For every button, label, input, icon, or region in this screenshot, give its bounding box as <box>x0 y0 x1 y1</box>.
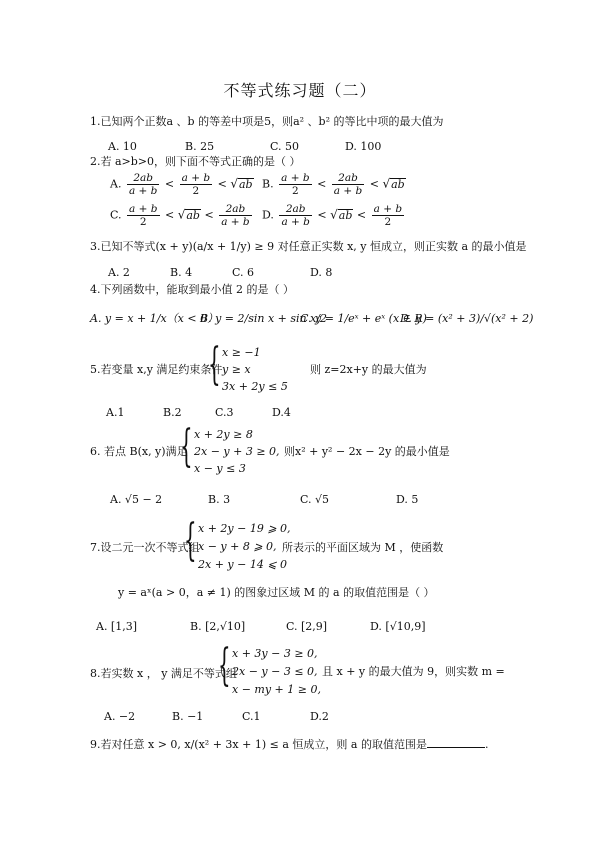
q1-option-d: D. 100 <box>345 140 382 153</box>
q8-option-a: A. −2 <box>104 710 136 723</box>
q7-option-c: C. [2,9] <box>286 620 328 633</box>
q4-option-a: A. y = x + 1/x（x < 0） <box>90 312 219 325</box>
q8-constraint-2: 2x − y − 3 ≤ 0, <box>232 665 318 678</box>
q7-option-a: A. [1,3] <box>96 620 138 633</box>
q8-constraint-3: x − my + 1 ≥ 0, <box>232 683 321 696</box>
q7-stem: 7.设二元一次不等式组 <box>90 541 200 554</box>
fraction: $\frac{2ab}{a + b}$ <box>333 172 363 197</box>
q3-option-a: A. 2 <box>108 266 130 279</box>
q5-tail: 则 z=2x+y 的最大值为 <box>310 363 427 376</box>
q5-option-c: C.3 <box>215 406 234 419</box>
q5-constraint-3: 3x + 2y ≤ 5 <box>222 380 288 393</box>
left-brace-icon: { <box>184 515 197 566</box>
q9-stem-text: 9.若对任意 x > 0, x/(x² + 3x + 1) ≤ a 恒成立，则 a 的取值范围是 <box>90 738 427 751</box>
q1-option-b: B. 25 <box>185 140 215 153</box>
q6-option-c: C. √5 <box>300 493 330 506</box>
q8-constraint-1: x + 3y − 3 ≥ 0, <box>232 647 318 660</box>
fraction: $\frac{a + b}{2}$ <box>181 172 211 197</box>
q6-option-a: A. √5 − 2 <box>110 493 163 506</box>
q3-option-b: B. 4 <box>170 266 193 279</box>
q4-option-c: C. y = 1/eˣ + eˣ (x ∈ R) <box>300 312 427 325</box>
q5-option-b: B.2 <box>163 406 182 419</box>
q8-option-b: B. −1 <box>172 710 204 723</box>
q7-constraint-2: x − y + 8 ⩾ 0, <box>198 540 277 553</box>
q5-constraint-2: y ≥ x <box>222 363 251 376</box>
fraction: $\frac{2ab}{a + b}$ <box>281 203 310 228</box>
fraction: $\frac{a + b}{2}$ <box>281 172 310 197</box>
q3-option-c: C. 6 <box>232 266 255 279</box>
q9-stem <box>90 738 488 752</box>
q8-option-d: D.2 <box>310 710 329 723</box>
q6-stem: 6. 若点 B(x, y)满足 <box>90 445 188 458</box>
q1-option-a: A. 10 <box>108 140 137 153</box>
q2-option-a-label: A. <box>110 177 122 191</box>
fraction: $\frac{2ab}{a + b}$ <box>128 172 158 197</box>
q5-option-d: D.4 <box>272 406 291 419</box>
q5-constraint-1: x ≥ −1 <box>222 346 261 359</box>
q6-option-d: D. 5 <box>396 493 419 506</box>
q8-stem: 8.若实数 x ， y 满足不等式组 <box>90 667 237 680</box>
q6-constraint-2: 2x − y + 3 ≥ 0, <box>194 445 280 458</box>
q7-line2: y = aˣ(a > 0，a ≠ 1) 的图象过区域 M 的 a 的取值范围是（ ） <box>118 586 435 599</box>
q2-option-d: D. $\frac{2ab}{a + b}$ < √ab < $\frac{a + b}{2}$ <box>262 203 403 228</box>
q5-option-a: A.1 <box>106 406 125 419</box>
page-title: 不等式练习题（二） <box>223 81 377 100</box>
q2-stem: 2.若 a>b>0，则下面不等式正确的是（ ） <box>90 155 301 168</box>
fraction: $\frac{a + b}{2}$ <box>129 203 158 228</box>
q3-option-d: D. 8 <box>310 266 333 279</box>
q6-tail: 则x² + y² − 2x − 2y 的最小值是 <box>284 445 450 458</box>
q2-option-a: A. $\frac{2ab}{a + b}$ < $\frac{a + b}{2}$ < √ab <box>110 172 253 197</box>
fraction: $\frac{a + b}{2}$ <box>373 203 403 228</box>
q2-option-b-label: B. <box>262 177 274 191</box>
q6-constraint-1: x + 2y ≥ 8 <box>194 428 253 441</box>
q6-constraint-3: x − y ≤ 3 <box>194 462 246 475</box>
q1-option-c: C. 50 <box>270 140 300 153</box>
q8-tail: 且 x + y 的最大值为 9，则实数 m = <box>322 665 505 678</box>
q5-stem: 5.若变量 x,y 满足约束条件 <box>90 363 223 376</box>
q6-option-b: B. 3 <box>208 493 231 506</box>
left-brace-icon: { <box>218 640 231 691</box>
q2-option-c: C. $\frac{a + b}{2}$ < √ab < $\frac{2ab}{a + b}$ <box>110 203 250 228</box>
q7-option-b: B. [2,√10] <box>190 620 246 633</box>
q7-tail: 所表示的平面区域为 M ，使函数 <box>282 541 444 554</box>
q1-stem: 1.已知两个正数a 、b 的等差中项是5，则a² 、b² 的等比中项的最大值为 <box>90 115 444 128</box>
q8-option-c: C.1 <box>242 710 261 723</box>
q2-option-d-label: D. <box>262 208 274 222</box>
q4-option-b: B. y = 2/sin x + sin x/2 <box>200 312 328 325</box>
q4-option-d: D. y = (x² + 3)/√(x² + 2) <box>400 312 534 325</box>
q9-tail: . <box>484 738 489 751</box>
q2-option-c-label: C. <box>110 208 122 222</box>
q7-constraint-3: 2x + y − 14 ⩽ 0 <box>198 558 288 571</box>
answer-blank[interactable] <box>427 747 485 748</box>
fraction: $\frac{2ab}{a + b}$ <box>221 203 250 228</box>
q4-stem: 4.下列函数中，能取到最小值 2 的是（ ） <box>90 283 294 296</box>
q7-option-d: D. [√10,9] <box>370 620 426 633</box>
q2-option-b: B. $\frac{a + b}{2}$ < $\frac{2ab}{a + b}$ < √ab <box>262 172 405 197</box>
q3-stem: 3.已知不等式(x + y)(a/x + 1/y) ≥ 9 对任意正实数 x, y 恒成立，则正实数 a 的最小值是 <box>90 240 527 253</box>
left-brace-icon: { <box>180 421 193 472</box>
q7-constraint-1: x + 2y − 19 ⩾ 0, <box>198 522 291 535</box>
left-brace-icon: { <box>208 339 221 390</box>
